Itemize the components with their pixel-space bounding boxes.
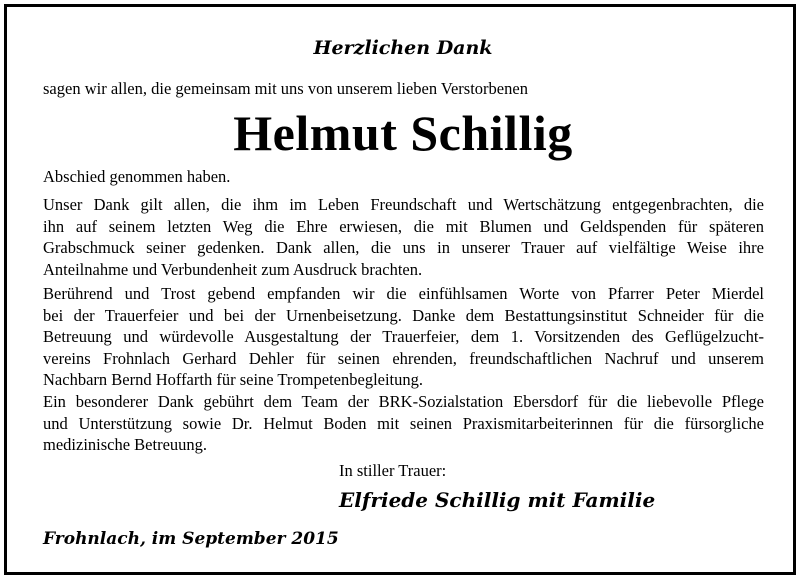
deceased-name: Helmut Schillig <box>233 105 573 161</box>
place-date: Frohnlach, im September 2015 <box>43 529 339 549</box>
after-name-text: Abschied genommen haben. <box>43 167 231 186</box>
paragraph-line: Anteilnahme und Verbundenheit zum Ausdruck brachten. <box>43 259 423 279</box>
paragraph-line: und Unterstützung sowie Dr. Helmut Boden mit seinen Praxismitarbeiterinnen für die fürsorgliche <box>43 413 764 433</box>
paragraph-line: vereins Frohnlach Gerhard Dehler für seinen ehrenden, freundschaftlichen Nachruf und unserem <box>43 348 764 368</box>
paragraph-line: Berührend und Trost gebend empfanden wir die einfühlsamen Worte von Pfarrer Peter Mierdel <box>43 284 764 303</box>
intro-text: sagen wir allen, die gemeinsam mit uns von unserem lieben Verstorbenen <box>43 79 528 98</box>
paragraph-line: ihn auf seinem letzten Weg die Ehre erwiesen, die mit Blumen und Geldspenden für späteren <box>43 216 764 236</box>
paragraph-line: bei der Trauerfeier und bei der Urnenbeisetzung. Danke dem Bestattungsinstitut Schneider für die <box>43 305 764 325</box>
family-signature: Elfriede Schillig mit Familie <box>339 488 656 512</box>
thanks-paragraph-3 <box>43 391 764 456</box>
thanks-paragraph-2 <box>43 283 764 391</box>
paragraph-line: Unser Dank gilt allen, die ihm im Leben Freundschaft und Wertschätzung entgegenbrachten, die <box>43 195 764 214</box>
paragraph-line: Betreuung und würdevolle Ausgestaltung der Trauerfeier, dem 1. Vorsitzenden des Geflügelzucht- <box>43 327 764 347</box>
paragraph-line: Nachbarn Bernd Hoffarth für seine Trompetenbegleitung. <box>43 370 424 390</box>
paragraph-line: Grabschmuck seiner gedenken. Dank allen, die uns in unserer Trauer auf vielfältige Weise ihre <box>43 238 764 258</box>
paragraph-line: Ein besonderer Dank gebührt dem Team der BRK-Sozialstation Ebersdorf für die liebevolle Pflege <box>43 392 764 411</box>
paragraph-line: medizinische Betreuung. <box>43 435 208 455</box>
thanks-paragraph-1 <box>43 194 764 280</box>
notice-frame <box>4 4 796 575</box>
notice-heading: Herzlichen Dank <box>313 37 493 59</box>
mourning-label: In stiller Trauer: <box>339 461 447 480</box>
